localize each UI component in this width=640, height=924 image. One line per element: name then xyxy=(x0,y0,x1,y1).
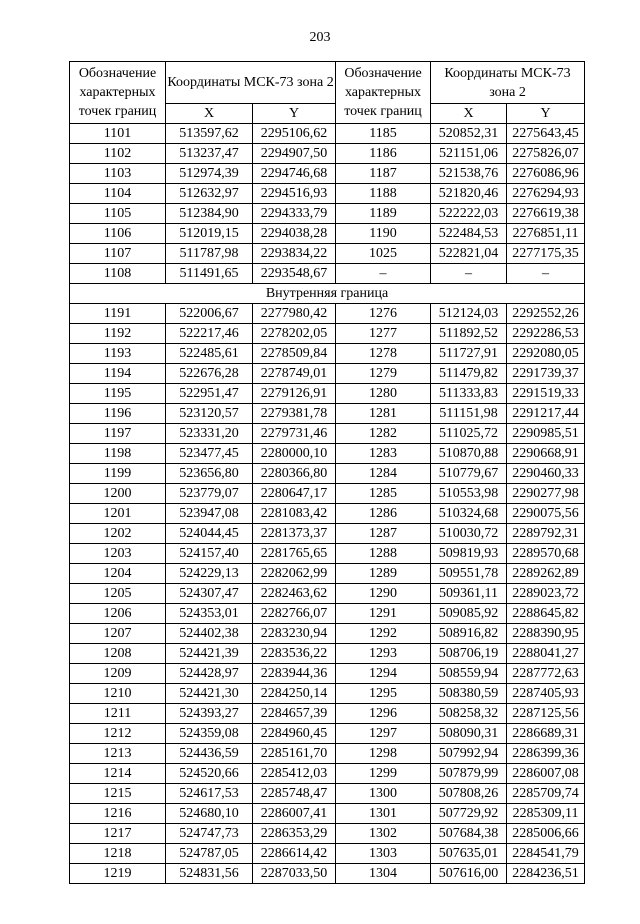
y-right-cell: 2292080,05 xyxy=(507,344,585,364)
point-id-left-cell: 1196 xyxy=(70,404,166,424)
table-row xyxy=(70,504,585,524)
point-id-left-cell: 1104 xyxy=(70,184,166,204)
x-left-cell: 523779,07 xyxy=(166,484,253,504)
table-row xyxy=(70,844,585,864)
point-id-right-cell: 1296 xyxy=(336,704,431,724)
x-left-cell: 522217,46 xyxy=(166,324,253,344)
x-left-cell: 522006,67 xyxy=(166,304,253,324)
point-id-right-cell: 1301 xyxy=(336,804,431,824)
x-left-cell: 524428,97 xyxy=(166,664,253,684)
point-id-right-cell: 1289 xyxy=(336,564,431,584)
point-id-left-cell: 1101 xyxy=(70,124,166,144)
y-left-cell: 2284960,45 xyxy=(253,724,336,744)
point-id-left-cell: 1107 xyxy=(70,244,166,264)
table-row xyxy=(70,184,585,204)
y-right-cell: 2289570,68 xyxy=(507,544,585,564)
y-left-cell: 2285161,70 xyxy=(253,744,336,764)
x-left-cell: 524617,53 xyxy=(166,784,253,804)
point-id-right-cell: 1303 xyxy=(336,844,431,864)
point-id-left-cell: 1203 xyxy=(70,544,166,564)
x-right-cell: 509085,92 xyxy=(431,604,507,624)
y-left-cell: 2277980,42 xyxy=(253,304,336,324)
point-id-right-cell: 1278 xyxy=(336,344,431,364)
y-right-cell: 2276851,11 xyxy=(507,224,585,244)
point-id-right-cell: 1293 xyxy=(336,644,431,664)
point-id-right-cell: 1282 xyxy=(336,424,431,444)
x-left-cell: 524680,10 xyxy=(166,804,253,824)
table-row xyxy=(70,124,585,144)
y-right-cell: 2288390,95 xyxy=(507,624,585,644)
y-left-cell: 2279381,78 xyxy=(253,404,336,424)
section-divider xyxy=(70,284,585,304)
table-row xyxy=(70,544,585,564)
y-left-cell: 2285412,03 xyxy=(253,764,336,784)
point-id-left-cell: 1200 xyxy=(70,484,166,504)
x-left-cell: 513237,47 xyxy=(166,144,253,164)
y-left-cell: 2293834,22 xyxy=(253,244,336,264)
point-id-left-cell: 1197 xyxy=(70,424,166,444)
y-left-cell: 2286614,42 xyxy=(253,844,336,864)
table-row xyxy=(70,444,585,464)
x-left-cell: 524393,27 xyxy=(166,704,253,724)
table-row xyxy=(70,704,585,724)
x-left-cell: 523656,80 xyxy=(166,464,253,484)
y-left-cell: 2294516,93 xyxy=(253,184,336,204)
y-right-cell: 2286689,31 xyxy=(507,724,585,744)
point-id-right-cell: 1281 xyxy=(336,404,431,424)
y-left-cell: 2286007,41 xyxy=(253,804,336,824)
point-id-right-cell: 1300 xyxy=(336,784,431,804)
section-title: Внутренняя граница xyxy=(70,284,585,304)
coords-header-right: Координаты МСК-73 зона 2 xyxy=(431,62,585,104)
table-row xyxy=(70,644,585,664)
y-left-cell: 2281083,42 xyxy=(253,504,336,524)
x-left-cell: 512384,90 xyxy=(166,204,253,224)
point-id-left-cell: 1210 xyxy=(70,684,166,704)
point-id-right-cell: 1298 xyxy=(336,744,431,764)
table-row xyxy=(70,864,585,884)
point-id-right-cell: 1291 xyxy=(336,604,431,624)
y-left-cell: 2279126,91 xyxy=(253,384,336,404)
x-right-cell: 507616,00 xyxy=(431,864,507,884)
point-id-right-cell: 1283 xyxy=(336,444,431,464)
y-left-cell: 2278202,05 xyxy=(253,324,336,344)
point-id-left-cell: 1214 xyxy=(70,764,166,784)
x-left-cell: 524520,66 xyxy=(166,764,253,784)
point-id-left-cell: 1108 xyxy=(70,264,166,284)
table-row xyxy=(70,604,585,624)
table-row xyxy=(70,204,585,224)
x-right-cell: 511892,52 xyxy=(431,324,507,344)
x-left-cell: 524421,30 xyxy=(166,684,253,704)
point-id-right-cell: 1276 xyxy=(336,304,431,324)
x-left-cell: 524402,38 xyxy=(166,624,253,644)
point-id-right-cell: 1287 xyxy=(336,524,431,544)
y-right-cell: – xyxy=(507,264,585,284)
x-right-cell: 522821,04 xyxy=(431,244,507,264)
table-row xyxy=(70,464,585,484)
y-right-cell: 2289792,31 xyxy=(507,524,585,544)
y-right-cell: 2284236,51 xyxy=(507,864,585,884)
point-id-left-cell: 1215 xyxy=(70,784,166,804)
x-left-cell: 512019,15 xyxy=(166,224,253,244)
point-id-right-cell: 1280 xyxy=(336,384,431,404)
y-left-cell: 2294746,68 xyxy=(253,164,336,184)
point-id-right-cell: 1190 xyxy=(336,224,431,244)
x-right-cell: 520852,31 xyxy=(431,124,507,144)
x-header-left: X xyxy=(166,104,253,124)
table-row xyxy=(70,264,585,284)
y-right-cell: 2275826,07 xyxy=(507,144,585,164)
point-id-left-cell: 1216 xyxy=(70,804,166,824)
table-row xyxy=(70,524,585,544)
point-id-right-cell: 1188 xyxy=(336,184,431,204)
point-id-right-cell: 1187 xyxy=(336,164,431,184)
y-left-cell: 2278749,01 xyxy=(253,364,336,384)
x-right-cell: 507635,01 xyxy=(431,844,507,864)
table-row xyxy=(70,364,585,384)
y-right-cell: 2288041,27 xyxy=(507,644,585,664)
y-right-cell: 2292286,53 xyxy=(507,324,585,344)
x-left-cell: 513597,62 xyxy=(166,124,253,144)
point-id-right-cell: 1186 xyxy=(336,144,431,164)
y-left-cell: 2283944,36 xyxy=(253,664,336,684)
y-right-cell: 2287405,93 xyxy=(507,684,585,704)
x-right-cell: 509551,78 xyxy=(431,564,507,584)
point-id-left-cell: 1202 xyxy=(70,524,166,544)
point-id-left-cell: 1201 xyxy=(70,504,166,524)
table-row xyxy=(70,424,585,444)
table-row xyxy=(70,684,585,704)
point-id-right-cell: 1304 xyxy=(336,864,431,884)
y-header-left: Y xyxy=(253,104,336,124)
point-id-left-cell: 1199 xyxy=(70,464,166,484)
y-left-cell: 2279731,46 xyxy=(253,424,336,444)
x-right-cell: 507879,99 xyxy=(431,764,507,784)
point-id-right-cell: 1025 xyxy=(336,244,431,264)
y-right-cell: 2290277,98 xyxy=(507,484,585,504)
point-id-left-cell: 1217 xyxy=(70,824,166,844)
y-header-right: Y xyxy=(507,104,585,124)
x-header-right: X xyxy=(431,104,507,124)
table-row xyxy=(70,244,585,264)
x-right-cell: 510324,68 xyxy=(431,504,507,524)
inner-boundary-rows xyxy=(70,304,585,884)
y-left-cell: 2294333,79 xyxy=(253,204,336,224)
point-id-right-cell: 1299 xyxy=(336,764,431,784)
x-left-cell: 512632,97 xyxy=(166,184,253,204)
point-id-left-cell: 1208 xyxy=(70,644,166,664)
point-header-right: Обозначение характерных точек границ xyxy=(336,62,431,124)
point-id-left-cell: 1198 xyxy=(70,444,166,464)
y-left-cell: 2282766,07 xyxy=(253,604,336,624)
point-id-left-cell: 1191 xyxy=(70,304,166,324)
x-right-cell: 507684,38 xyxy=(431,824,507,844)
point-id-right-cell: 1185 xyxy=(336,124,431,144)
table-row xyxy=(70,804,585,824)
x-left-cell: 524157,40 xyxy=(166,544,253,564)
table-row xyxy=(70,324,585,344)
y-left-cell: 2283536,22 xyxy=(253,644,336,664)
y-right-cell: 2290075,56 xyxy=(507,504,585,524)
y-right-cell: 2284541,79 xyxy=(507,844,585,864)
x-right-cell: 511151,98 xyxy=(431,404,507,424)
x-right-cell: 510870,88 xyxy=(431,444,507,464)
table-row xyxy=(70,624,585,644)
y-right-cell: 2291739,37 xyxy=(507,364,585,384)
y-left-cell: 2280000,10 xyxy=(253,444,336,464)
table-row xyxy=(70,224,585,244)
y-left-cell: 2285748,47 xyxy=(253,784,336,804)
y-left-cell: 2295106,62 xyxy=(253,124,336,144)
point-id-left-cell: 1194 xyxy=(70,364,166,384)
x-right-cell: 508258,32 xyxy=(431,704,507,724)
point-id-left-cell: 1219 xyxy=(70,864,166,884)
y-left-cell: 2281373,37 xyxy=(253,524,336,544)
x-right-cell: 510030,72 xyxy=(431,524,507,544)
y-left-cell: 2282463,62 xyxy=(253,584,336,604)
table-row xyxy=(70,384,585,404)
y-right-cell: 2292552,26 xyxy=(507,304,585,324)
y-right-cell: 2287125,56 xyxy=(507,704,585,724)
y-right-cell: 2276619,38 xyxy=(507,204,585,224)
x-left-cell: 523331,20 xyxy=(166,424,253,444)
x-left-cell: 524421,39 xyxy=(166,644,253,664)
y-right-cell: 2290668,91 xyxy=(507,444,585,464)
point-id-left-cell: 1106 xyxy=(70,224,166,244)
y-right-cell: 2288645,82 xyxy=(507,604,585,624)
y-right-cell: 2289023,72 xyxy=(507,584,585,604)
x-right-cell: 507729,92 xyxy=(431,804,507,824)
x-left-cell: 522951,47 xyxy=(166,384,253,404)
x-right-cell: 521151,06 xyxy=(431,144,507,164)
y-right-cell: 2285006,66 xyxy=(507,824,585,844)
point-id-right-cell: 1279 xyxy=(336,364,431,384)
point-id-right-cell: 1295 xyxy=(336,684,431,704)
y-left-cell: 2278509,84 xyxy=(253,344,336,364)
point-id-left-cell: 1213 xyxy=(70,744,166,764)
point-id-left-cell: 1207 xyxy=(70,624,166,644)
x-left-cell: 524359,08 xyxy=(166,724,253,744)
x-right-cell: 512124,03 xyxy=(431,304,507,324)
table-row xyxy=(70,564,585,584)
point-header-left: Обозначение характерных точек границ xyxy=(70,62,166,124)
y-left-cell: 2280647,17 xyxy=(253,484,336,504)
x-left-cell: 512974,39 xyxy=(166,164,253,184)
x-left-cell: 522676,28 xyxy=(166,364,253,384)
y-left-cell: 2283230,94 xyxy=(253,624,336,644)
x-left-cell: 524831,56 xyxy=(166,864,253,884)
y-right-cell: 2285309,11 xyxy=(507,804,585,824)
y-right-cell: 2289262,89 xyxy=(507,564,585,584)
point-id-right-cell: 1286 xyxy=(336,504,431,524)
point-id-left-cell: 1102 xyxy=(70,144,166,164)
x-left-cell: 524747,73 xyxy=(166,824,253,844)
y-left-cell: 2280366,80 xyxy=(253,464,336,484)
point-id-right-cell: 1284 xyxy=(336,464,431,484)
y-left-cell: 2284657,39 xyxy=(253,704,336,724)
y-right-cell: 2286399,36 xyxy=(507,744,585,764)
x-right-cell: 509361,11 xyxy=(431,584,507,604)
point-id-right-cell: 1277 xyxy=(336,324,431,344)
x-left-cell: 524044,45 xyxy=(166,524,253,544)
y-right-cell: 2276294,93 xyxy=(507,184,585,204)
y-left-cell: 2294038,28 xyxy=(253,224,336,244)
y-right-cell: 2276086,96 xyxy=(507,164,585,184)
point-id-right-cell: 1302 xyxy=(336,824,431,844)
point-id-right-cell: 1292 xyxy=(336,624,431,644)
y-right-cell: 2277175,35 xyxy=(507,244,585,264)
y-left-cell: 2287033,50 xyxy=(253,864,336,884)
x-left-cell: 524787,05 xyxy=(166,844,253,864)
x-right-cell: 510779,67 xyxy=(431,464,507,484)
x-right-cell: 511333,83 xyxy=(431,384,507,404)
x-right-cell: 511727,91 xyxy=(431,344,507,364)
point-id-right-cell: 1294 xyxy=(336,664,431,684)
table-row xyxy=(70,664,585,684)
point-id-right-cell: 1285 xyxy=(336,484,431,504)
x-right-cell: 522222,03 xyxy=(431,204,507,224)
table-row xyxy=(70,484,585,504)
y-right-cell: 2286007,08 xyxy=(507,764,585,784)
x-right-cell: 507992,94 xyxy=(431,744,507,764)
point-id-right-cell: 1297 xyxy=(336,724,431,744)
point-id-left-cell: 1212 xyxy=(70,724,166,744)
table-row xyxy=(70,824,585,844)
point-id-left-cell: 1211 xyxy=(70,704,166,724)
y-right-cell: 2290460,33 xyxy=(507,464,585,484)
point-id-right-cell: 1189 xyxy=(336,204,431,224)
x-left-cell: 524436,59 xyxy=(166,744,253,764)
x-right-cell: 521538,76 xyxy=(431,164,507,184)
y-right-cell: 2291217,44 xyxy=(507,404,585,424)
point-id-left-cell: 1205 xyxy=(70,584,166,604)
y-left-cell: 2293548,67 xyxy=(253,264,336,284)
point-id-left-cell: 1204 xyxy=(70,564,166,584)
table-row xyxy=(70,404,585,424)
y-right-cell: 2287772,63 xyxy=(507,664,585,684)
point-id-left-cell: 1192 xyxy=(70,324,166,344)
y-left-cell: 2286353,29 xyxy=(253,824,336,844)
point-id-left-cell: 1209 xyxy=(70,664,166,684)
y-left-cell: 2294907,50 xyxy=(253,144,336,164)
x-left-cell: 523947,08 xyxy=(166,504,253,524)
table-row xyxy=(70,784,585,804)
table-row xyxy=(70,144,585,164)
x-right-cell: 508706,19 xyxy=(431,644,507,664)
y-right-cell: 2285709,74 xyxy=(507,784,585,804)
point-id-left-cell: 1218 xyxy=(70,844,166,864)
point-id-left-cell: 1103 xyxy=(70,164,166,184)
table-row xyxy=(70,724,585,744)
coordinates-table xyxy=(69,61,585,884)
y-right-cell: 2275643,45 xyxy=(507,124,585,144)
coords-header-left: Координаты МСК-73 зона 2 xyxy=(166,62,336,104)
y-left-cell: 2284250,14 xyxy=(253,684,336,704)
table-row xyxy=(70,304,585,324)
x-left-cell: 524353,01 xyxy=(166,604,253,624)
table-row xyxy=(70,344,585,364)
x-right-cell: 521820,46 xyxy=(431,184,507,204)
table-row xyxy=(70,744,585,764)
table-row xyxy=(70,164,585,184)
point-id-left-cell: 1193 xyxy=(70,344,166,364)
point-id-left-cell: 1105 xyxy=(70,204,166,224)
y-right-cell: 2290985,51 xyxy=(507,424,585,444)
x-right-cell: 508559,94 xyxy=(431,664,507,684)
x-left-cell: 511491,65 xyxy=(166,264,253,284)
x-left-cell: 523477,45 xyxy=(166,444,253,464)
x-left-cell: 524229,13 xyxy=(166,564,253,584)
point-id-left-cell: 1195 xyxy=(70,384,166,404)
table-row xyxy=(70,764,585,784)
point-id-left-cell: 1206 xyxy=(70,604,166,624)
x-right-cell: 508380,59 xyxy=(431,684,507,704)
y-left-cell: 2281765,65 xyxy=(253,544,336,564)
x-right-cell: 511025,72 xyxy=(431,424,507,444)
x-left-cell: 522485,61 xyxy=(166,344,253,364)
point-id-right-cell: 1290 xyxy=(336,584,431,604)
x-left-cell: 523120,57 xyxy=(166,404,253,424)
outer-boundary-rows xyxy=(70,124,585,284)
x-right-cell: 510553,98 xyxy=(431,484,507,504)
page-number: 203 xyxy=(309,30,331,45)
point-id-right-cell: – xyxy=(336,264,431,284)
x-right-cell: 522484,53 xyxy=(431,224,507,244)
x-left-cell: 524307,47 xyxy=(166,584,253,604)
y-left-cell: 2282062,99 xyxy=(253,564,336,584)
x-right-cell: 508916,82 xyxy=(431,624,507,644)
x-left-cell: 511787,98 xyxy=(166,244,253,264)
x-right-cell: – xyxy=(431,264,507,284)
x-right-cell: 507808,26 xyxy=(431,784,507,804)
x-right-cell: 508090,31 xyxy=(431,724,507,744)
x-right-cell: 509819,93 xyxy=(431,544,507,564)
point-id-right-cell: 1288 xyxy=(336,544,431,564)
table-row xyxy=(70,584,585,604)
x-right-cell: 511479,82 xyxy=(431,364,507,384)
y-right-cell: 2291519,33 xyxy=(507,384,585,404)
